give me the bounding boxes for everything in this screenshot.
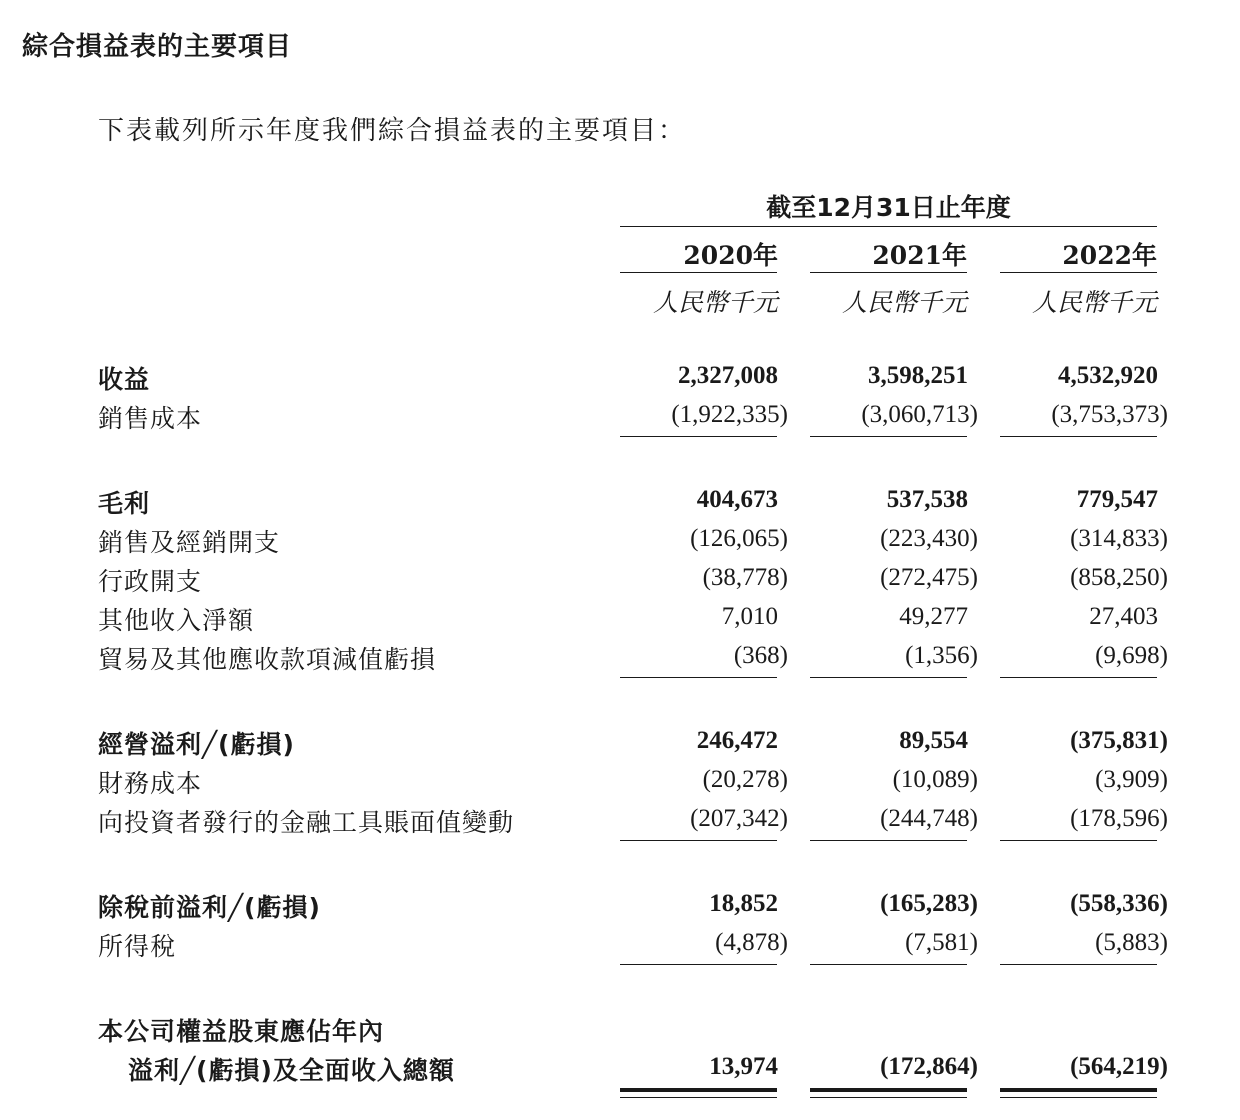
row-label-other-income: 其他收入淨額 xyxy=(98,606,255,635)
total-double-rule-2021 xyxy=(810,1088,967,1096)
other-income-2022: 27,403 xyxy=(1089,603,1158,630)
cost-of-sales-2020: (1,922,335) xyxy=(671,401,788,428)
selling-expenses-2020: (126,065) xyxy=(690,525,788,552)
row-label-gross-profit: 毛利 xyxy=(98,489,151,518)
cost-of-sales-2021: (3,060,713) xyxy=(861,401,978,428)
row-label-profit-before-tax: 除稅前溢利╱(虧損) xyxy=(98,893,321,922)
income-tax-2020: (4,878) xyxy=(715,929,788,956)
row-label-selling-expenses: 銷售及經銷開支 xyxy=(98,528,281,557)
subtotal-rule-2021 xyxy=(810,840,967,841)
row-label-cost-of-sales: 銷售成本 xyxy=(98,404,203,433)
year-rule-2021 xyxy=(810,272,967,273)
finance-costs-2020: (20,278) xyxy=(702,766,788,793)
year-header-2020: 2020年 xyxy=(683,241,778,270)
subtotal-rule-2020 xyxy=(620,964,777,965)
fair-value-change-2021: (244,748) xyxy=(880,805,978,832)
fair-value-change-2020: (207,342) xyxy=(690,805,788,832)
admin-expenses-2020: (38,778) xyxy=(702,564,788,591)
subtotal-rule-2022 xyxy=(1000,964,1157,965)
row-label-total-line2: 溢利╱(虧損)及全面收入總額 xyxy=(128,1056,455,1085)
intro-paragraph: 下表載列所示年度我們綜合損益表的主要項目： xyxy=(98,116,687,146)
income-tax-2022: (5,883) xyxy=(1095,929,1168,956)
profit-before-tax-2022: (558,336) xyxy=(1070,890,1168,917)
selling-expenses-2022: (314,833) xyxy=(1070,525,1168,552)
subtotal-rule-2020 xyxy=(620,677,777,678)
admin-expenses-2022: (858,250) xyxy=(1070,564,1168,591)
revenue-2021: 3,598,251 xyxy=(868,362,968,389)
row-label-operating-profit: 經營溢利╱(虧損) xyxy=(98,730,295,759)
row-label-total-line1: 本公司權益股東應佔年內 xyxy=(98,1017,385,1046)
row-label-impairment-loss: 貿易及其他應收款項減值虧損 xyxy=(98,645,437,674)
income-tax-2021: (7,581) xyxy=(905,929,978,956)
finance-costs-2022: (3,909) xyxy=(1095,766,1168,793)
operating-profit-2021: 89,554 xyxy=(899,727,968,754)
total-comprehensive-2022: (564,219) xyxy=(1070,1053,1168,1080)
subtotal-rule-2022 xyxy=(1000,840,1157,841)
row-label-fair-value-change: 向投資者發行的金融工具賬面值變動 xyxy=(98,808,515,837)
gross-profit-2020: 404,673 xyxy=(696,486,778,513)
other-income-2020: 7,010 xyxy=(721,603,778,630)
unit-header-2022: 人民幣千元 xyxy=(1031,288,1157,317)
subtotal-rule-2022 xyxy=(1000,436,1157,437)
total-double-rule-2020 xyxy=(620,1088,777,1096)
operating-profit-2020: 246,472 xyxy=(696,727,778,754)
section-title: 綜合損益表的主要項目 xyxy=(22,32,293,62)
total-double-rule-2022 xyxy=(1000,1088,1157,1096)
gross-profit-2021: 537,538 xyxy=(886,486,968,513)
subtotal-rule-2020 xyxy=(620,436,777,437)
year-header-2021: 2021年 xyxy=(872,241,967,270)
total-comprehensive-2021: (172,864) xyxy=(880,1053,978,1080)
revenue-2020: 2,327,008 xyxy=(678,362,778,389)
impairment-loss-2022: (9,698) xyxy=(1095,642,1168,669)
revenue-2022: 4,532,920 xyxy=(1058,362,1158,389)
unit-header-2020: 人民幣千元 xyxy=(652,288,778,317)
impairment-loss-2020: (368) xyxy=(733,642,788,669)
year-rule-2022 xyxy=(1000,272,1157,273)
subtotal-rule-2021 xyxy=(810,677,967,678)
subtotal-rule-2021 xyxy=(810,436,967,437)
gross-profit-2022: 779,547 xyxy=(1076,486,1158,513)
row-label-income-tax: 所得稅 xyxy=(98,932,177,961)
admin-expenses-2021: (272,475) xyxy=(880,564,978,591)
row-label-admin-expenses: 行政開支 xyxy=(98,567,203,596)
operating-profit-2022: (375,831) xyxy=(1070,727,1168,754)
subtotal-rule-2020 xyxy=(620,840,777,841)
impairment-loss-2021: (1,356) xyxy=(905,642,978,669)
period-header-rule xyxy=(620,226,1157,227)
year-header-2022: 2022年 xyxy=(1062,241,1157,270)
subtotal-rule-2022 xyxy=(1000,677,1157,678)
other-income-2021: 49,277 xyxy=(899,603,968,630)
finance-costs-2021: (10,089) xyxy=(892,766,978,793)
year-rule-2020 xyxy=(620,272,777,273)
profit-before-tax-2021: (165,283) xyxy=(880,890,978,917)
subtotal-rule-2021 xyxy=(810,964,967,965)
selling-expenses-2021: (223,430) xyxy=(880,525,978,552)
row-label-finance-costs: 財務成本 xyxy=(98,769,203,798)
cost-of-sales-2022: (3,753,373) xyxy=(1051,401,1168,428)
period-header: 截至12月31日止年度 xyxy=(766,193,1011,222)
profit-before-tax-2020: 18,852 xyxy=(709,890,778,917)
fair-value-change-2022: (178,596) xyxy=(1070,805,1168,832)
total-comprehensive-2020: 13,974 xyxy=(709,1053,778,1080)
unit-header-2021: 人民幣千元 xyxy=(841,288,967,317)
row-label-revenue: 收益 xyxy=(98,365,151,394)
